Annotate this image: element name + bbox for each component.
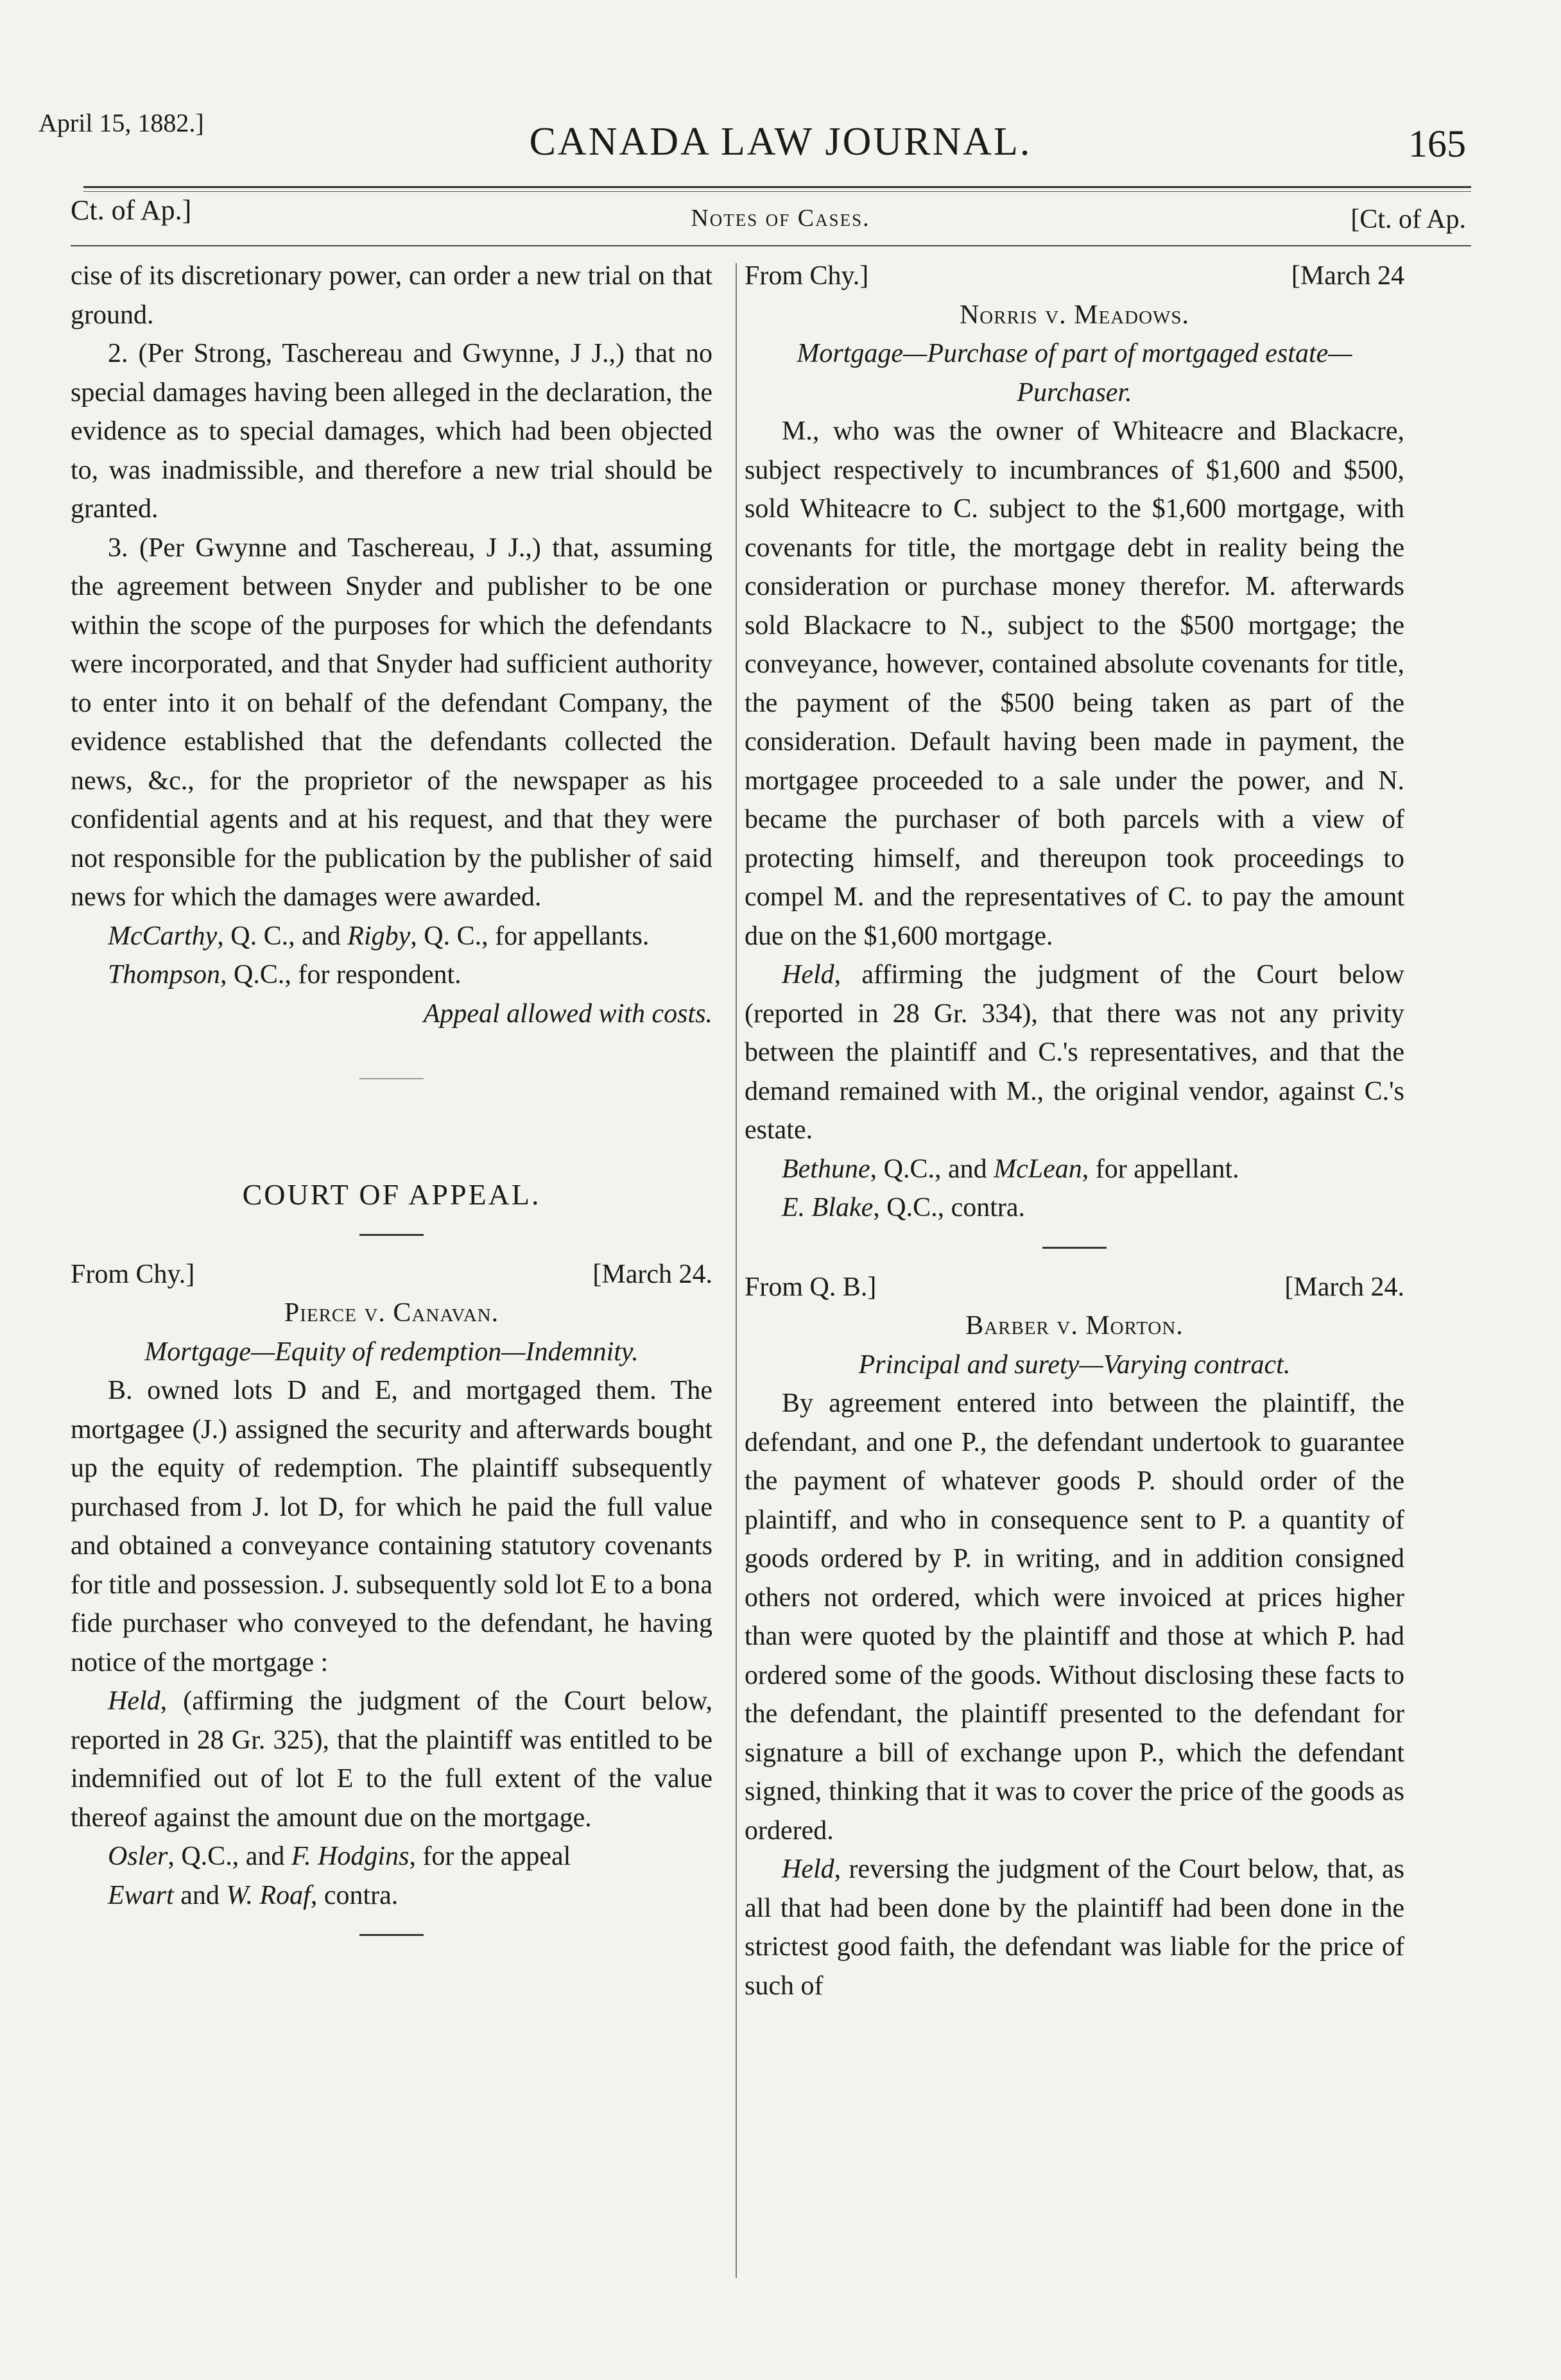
case-date: [March 24. <box>592 1259 712 1289</box>
counsel-name: E. Blake <box>782 1193 874 1222</box>
held-label: Held <box>782 1854 834 1884</box>
case-holding <box>745 1850 1404 2005</box>
court-abbrev-left: Ct. of Ap.] <box>71 194 192 226</box>
held-label: Held <box>782 960 834 989</box>
case-holding <box>71 1682 712 1837</box>
paragraph-point-2: 2. (Per Strong, Taschereau and Gwynne, J J.,) that no special damages having been alleged in the declaration, the evidence as to special damages, which had been objected to, was inadmissible, and therefore a new trial should be granted. <box>71 339 712 524</box>
counsel-text: , contra. <box>310 1880 399 1910</box>
counsel-name: Bethune <box>782 1154 870 1184</box>
case-origin: From Chy.] <box>71 1259 195 1289</box>
case-facts: B. owned lots D and E, and mortgaged them. The mortgagee (J.) assigned the security and afterwards bought up the equity of redemption. The plaintiff subsequently purchased from J. lot D, for which he paid the full value and obtained a conveyance containing statutory covenants for title and possession. J. subsequently sold lot E to a bona fide purchaser who conveyed to the defendant, he having notice of the mortgage : <box>71 1376 712 1677</box>
counsel-name: Ewart <box>108 1880 174 1910</box>
counsel-name: Thompson <box>108 960 221 989</box>
counsel-name: Osler <box>108 1842 168 1871</box>
paragraph-continuation: cise of its discretionary power, can order a new trial on that ground. <box>71 261 712 330</box>
counsel-text: , Q. C., for appellants. <box>410 921 650 951</box>
section-title: Notes of Cases. <box>691 205 870 232</box>
holding-text: , affirming the judgment of the Court below (reported in 28 Gr. 334), that there was not any privity between the plaintiff and C.'s representatives, and that the demand remained with M., the original vendor, against C.'s estate. <box>745 960 1404 1145</box>
case-counsel <box>71 1837 712 1876</box>
counsel-text: , Q.C., and <box>870 1154 994 1184</box>
separator-rule <box>1042 1247 1107 1249</box>
separator-rule <box>359 1078 424 1079</box>
counsel-respondent <box>71 955 712 995</box>
journal-title: CANADA LAW JOURNAL. <box>529 120 1032 164</box>
case-facts: By agreement entered into between the plaintiff, the defendant, and one P., the defendant undertook to guarantee the payment of whatever goods P. should order of the plaintiff, and who in consequence sent to P. a quantity of goods ordered by P. in writing, and in addition consigned others not ordered, which were invoiced at prices higher than were quoted by the plaintiff and those at which P. had ordered some of the goods. Without disclosing these facts to the defendant, the plaintiff presented to the defendant for signature a bill of exchange upon P., which the defendant signed, thinking that it was to cover the price of the goods as ordered. <box>745 1389 1404 1845</box>
left-column <box>71 257 712 1955</box>
counsel-text: , Q. C., and <box>217 921 348 951</box>
paragraph-point-3: 3. (Per Gwynne and Taschereau, J J.,) that, assuming the agreement between Snyder and publisher to be one within the scope of the purposes for which the defendants were incorporated, and that Snyder had sufficient authority to enter into it on behalf of the defendant Company, the evidence established that the defendants collected the news, &c., for the proprietor of the newspaper as his confidential agents and at his request, and that they were not responsible for the publication by the publisher of said news for which the damages were awarded. <box>71 533 712 912</box>
section-heading: COURT OF APPEAL. <box>242 1178 541 1211</box>
right-column <box>745 257 1404 2005</box>
issue-date: April 15, 1882.] <box>39 108 204 137</box>
case-date: [March 24. <box>1284 1272 1404 1302</box>
page-number: 165 <box>1408 123 1466 165</box>
case-headnote: Mortgage—Purchase of part of mortgaged estate—Purchaser. <box>797 339 1352 407</box>
case-headnote: Principal and surety—Varying contract. <box>858 1349 1291 1380</box>
case-counsel <box>745 1150 1404 1189</box>
holding-text: , reversing the judgment of the Court below, that, as all that had been done by the plaintiff had been done in the strictest good faith, the defendant was liable for the price of such of <box>745 1854 1404 2001</box>
separator-rule <box>359 1234 424 1236</box>
counsel-name: McLean <box>994 1154 1082 1184</box>
counsel-text: and <box>173 1880 227 1910</box>
holding-text: , (affirming the judgment of the Court below, reported in 28 Gr. 325), that the plaintiff was entitled to be indemnified out of lot E to the full extent of the value thereof against the amount due on the mortgage. <box>71 1686 712 1833</box>
counsel-text: , Q.C., for respondent. <box>220 960 461 989</box>
case-court-line <box>745 1268 1404 1307</box>
counsel-text: , Q.C., and <box>168 1842 291 1871</box>
counsel-text: , for appellant. <box>1082 1154 1239 1184</box>
case-origin: From Chy.] <box>745 261 869 291</box>
subheader-rule <box>71 245 1471 246</box>
header-rule-thin <box>83 191 1471 192</box>
separator-rule <box>359 1934 424 1936</box>
counsel-text: , for the appeal <box>409 1842 571 1871</box>
judgment-result: Appeal allowed with costs. <box>423 998 712 1029</box>
counsel-name: W. Roaf <box>226 1880 311 1910</box>
court-abbrev-right: [Ct. of Ap. <box>1350 205 1466 234</box>
case-title: Norris v. Meadows. <box>959 300 1190 330</box>
case-counsel-contra <box>745 1188 1404 1228</box>
held-label: Held <box>108 1686 160 1716</box>
case-counsel-contra <box>71 1876 712 1915</box>
column-divider <box>736 263 737 2278</box>
case-facts: M., who was the owner of Whiteacre and Blackacre, subject respectively to incumbrances of $1,600 and $500, sold Whiteacre to C. subject to the $1,600 mortgage, with covenants for title, the mortgage debt in reality being the consideration or purchase money therefor. M. afterwards sold Blackacre to N., subject to the $500 mortgage; the conveyance, however, contained absolute covenants for title, the payment of the $500 being taken as part of the consideration. Default having been made in payment, the mortgagee proceeded to a sale under the power, and N. became the purchaser of both parcels with a view of protecting himself, and thereupon took proceedings to compel M. and the representatives of C. to pay the amount due on the $1,600 mortgage. <box>745 416 1404 951</box>
case-holding <box>745 955 1404 1150</box>
case-court-line <box>71 1255 712 1294</box>
case-origin: From Q. B.] <box>745 1272 877 1302</box>
counsel-appellants <box>71 917 712 956</box>
header-rule <box>83 186 1471 188</box>
counsel-name: F. Hodgins <box>291 1842 410 1871</box>
counsel-name: Rigby <box>347 921 411 951</box>
case-title: Barber v. Morton. <box>965 1311 1184 1340</box>
case-date: [March 24 <box>1291 261 1404 291</box>
counsel-name: McCarthy <box>108 921 218 951</box>
counsel-text: , Q.C., contra. <box>873 1193 1026 1222</box>
case-title: Pierce v. Canavan. <box>284 1298 499 1328</box>
case-court-line <box>745 257 1404 296</box>
case-headnote: Mortgage—Equity of redemption—Indemnity. <box>144 1337 639 1367</box>
